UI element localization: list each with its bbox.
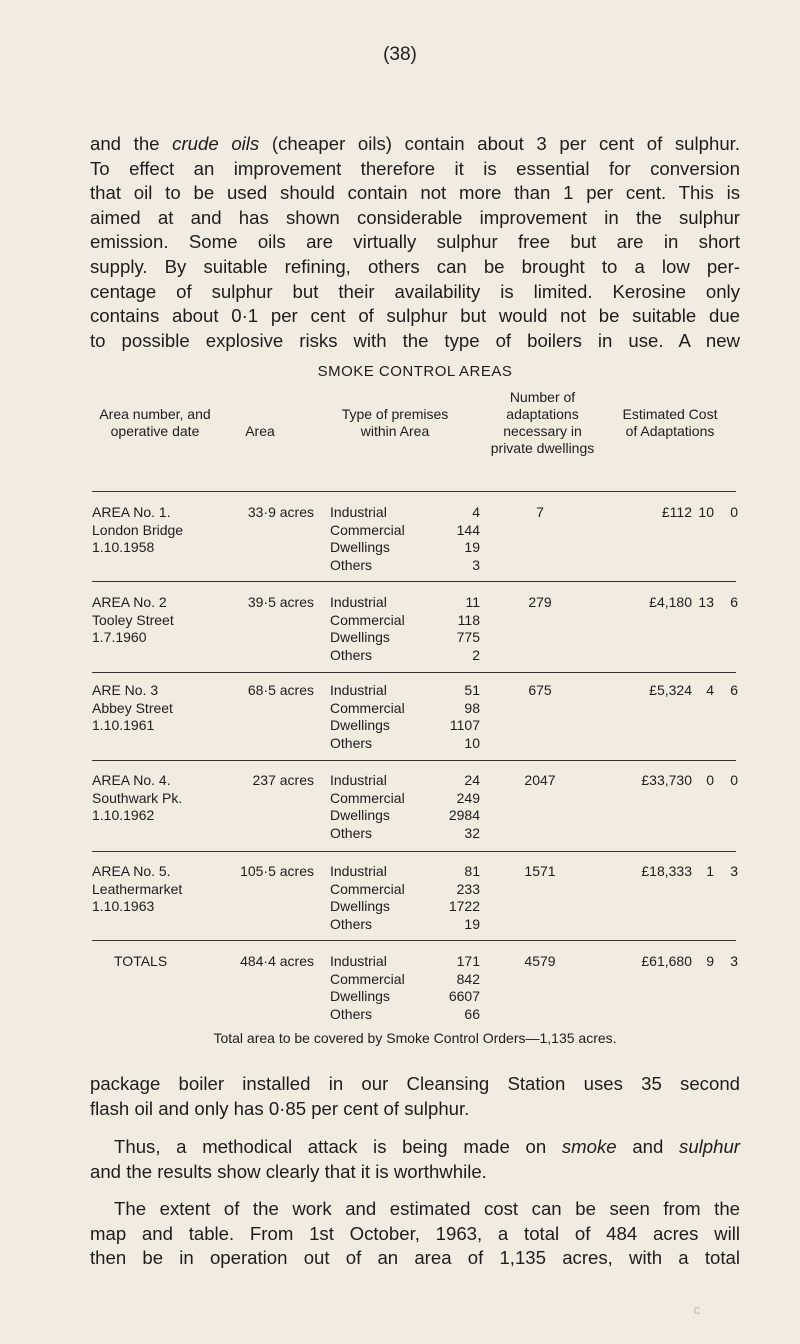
premises-count: 249 (456, 789, 480, 806)
header-area-number: Area number, and operative date (99, 406, 211, 439)
premises-line (330, 988, 480, 1006)
cost-pence: 3 (730, 953, 738, 969)
premises-line (330, 825, 480, 843)
premises-count: 10 (464, 734, 480, 751)
table-rule (92, 851, 736, 852)
premises-type: Industrial (330, 504, 387, 520)
text-line: flash oil and only has 0·85 per cent of sulphur. (90, 1097, 470, 1119)
acres-cell: 39·5 acres (247, 594, 314, 610)
cost-pounds: £112 (661, 504, 692, 520)
cost-pounds: £61,680 (641, 953, 692, 969)
cost-shillings: 9 (706, 953, 714, 969)
text-line: aimed at and has shown considerable improvement in the sulphur (90, 206, 740, 228)
cost-pounds: £4,180 (649, 594, 692, 610)
header-adaptations: Number of adaptations necessary in private dwellings (490, 389, 595, 456)
premises-line (330, 898, 480, 916)
margin-mark: c (693, 1302, 700, 1317)
premises-line (330, 790, 480, 808)
area-name-line: ARE No. 3 (92, 682, 159, 698)
premises-type: Industrial (330, 953, 387, 969)
cost-pounds: £5,324 (649, 682, 692, 698)
premises-count: 66 (464, 1005, 480, 1022)
premises-line (330, 1006, 480, 1024)
text-line: to possible explosive risks with the type of boilers in use. A new (90, 329, 740, 351)
area-name-line: 1.10.1963 (92, 898, 155, 914)
premises-type: Others (330, 734, 373, 751)
header-type-of-premises: Type of premises within Area (341, 406, 449, 439)
premises-count: 1107 (449, 717, 480, 733)
table-rule (92, 760, 736, 761)
text-line: that oil to be used should contain not more than 1 per cent. This is (90, 182, 740, 204)
text-line: then be in operation out of an area of 1,135 acres, with a total (90, 1247, 740, 1269)
premises-line (330, 953, 480, 971)
adaptations-cell: 4579 (524, 953, 556, 969)
premises-line (330, 717, 480, 735)
area-name-line: AREA No. 1. (92, 504, 171, 520)
premises-cell (330, 953, 480, 1023)
premises-line (330, 647, 480, 665)
premises-type: Commercial (330, 970, 405, 987)
premises-type: Dwellings (330, 988, 390, 1004)
premises-count: 3 (472, 556, 480, 573)
premises-line (330, 916, 480, 934)
text-line: and the results show clearly that it is worthwhile. (90, 1160, 487, 1182)
premises-cell (330, 504, 480, 574)
area-name-line: Leathermarket (92, 880, 183, 897)
area-name-line: 1.10.1962 (92, 807, 155, 823)
premises-line (330, 504, 480, 522)
cost-pence: 6 (730, 682, 738, 698)
premises-count: 2984 (448, 807, 480, 823)
premises-type: Others (330, 824, 373, 841)
premises-type: Dwellings (330, 629, 390, 645)
cost-cell (600, 682, 738, 700)
acres-cell: 237 acres (252, 772, 314, 788)
text-line: supply. By suitable refining, others can be brought to a low per- (90, 255, 740, 277)
acres-cell: 105·5 acres (240, 863, 314, 879)
premises-type: Others (330, 1005, 373, 1022)
area-name-line: 1.10.1961 (92, 717, 155, 733)
header-area: Area (245, 423, 275, 439)
cost-cell (600, 594, 738, 612)
premises-line (330, 735, 480, 753)
area-name-line: TOTALS (114, 953, 168, 969)
premises-line (330, 700, 480, 718)
table-rule (92, 940, 736, 941)
paragraph-extent-of-work (90, 1197, 740, 1271)
premises-type: Commercial (330, 611, 405, 628)
premises-count: 233 (456, 880, 480, 897)
text-line: and the crude oils (cheaper oils) contain about 3 per cent of sulphur. (90, 133, 741, 154)
premises-count: 144 (456, 521, 480, 538)
premises-type: Industrial (330, 682, 387, 698)
premises-count: 51 (464, 682, 480, 698)
premises-type: Commercial (330, 521, 405, 538)
premises-cell (330, 863, 480, 933)
adaptations-cell: 279 (528, 594, 552, 610)
cost-shillings: 1 (706, 863, 714, 879)
cost-cell (600, 772, 738, 790)
adaptations-cell: 1571 (524, 863, 556, 879)
premises-cell (330, 682, 480, 752)
premises-line (330, 881, 480, 899)
cost-cell (600, 863, 738, 881)
cost-shillings: 13 (698, 594, 714, 610)
cost-pence: 6 (730, 594, 738, 610)
area-name-line: AREA No. 5. (92, 863, 171, 879)
area-name-line: 1.10.1958 (92, 539, 155, 555)
cost-pounds: £18,333 (641, 863, 692, 879)
premises-type: Commercial (330, 789, 405, 806)
cost-cell (600, 504, 738, 522)
premises-count: 1722 (448, 898, 480, 914)
adaptations-cell: 7 (536, 504, 544, 520)
header-estimated-cost: Estimated Cost of Adaptations (622, 406, 718, 439)
premises-type: Others (330, 646, 373, 663)
cost-shillings: 0 (706, 772, 714, 788)
premises-count: 4 (472, 504, 480, 520)
area-name-line: AREA No. 2 (92, 594, 167, 610)
premises-count: 6607 (448, 988, 480, 1004)
premises-count: 81 (464, 863, 480, 879)
text-line: centage of sulphur but their availability is limited. Kerosine only (90, 280, 740, 302)
premises-line (330, 539, 480, 557)
table-rule (92, 491, 736, 492)
premises-count: 842 (456, 970, 480, 987)
premises-type: Commercial (330, 699, 405, 716)
text-line: To effect an improvement therefore it is essential for conversion (90, 157, 740, 179)
premises-type: Others (330, 915, 373, 932)
premises-count: 19 (464, 915, 480, 932)
premises-type: Industrial (330, 594, 387, 610)
premises-count: 19 (464, 539, 480, 555)
premises-type: Industrial (330, 772, 387, 788)
paragraph-crude-oils (90, 132, 740, 353)
text-line: map and table. From 1st October, 1963, a total of 484 acres will (90, 1222, 740, 1244)
premises-line (330, 557, 480, 575)
table-footnote: Total area to be covered by Smoke Control Orders—1,135 acres. (213, 1030, 617, 1046)
acres-cell: 68·5 acres (247, 682, 314, 698)
premises-line (330, 629, 480, 647)
premises-count: 24 (464, 772, 480, 788)
premises-line (330, 807, 480, 825)
premises-line (330, 612, 480, 630)
premises-line (330, 682, 480, 700)
premises-type: Dwellings (330, 807, 390, 823)
premises-cell (330, 772, 480, 842)
adaptations-cell: 2047 (524, 772, 556, 788)
premises-count: 775 (456, 629, 480, 645)
cost-pence: 0 (730, 504, 738, 520)
area-name-line: Abbey Street (92, 699, 173, 716)
premises-count: 2 (472, 646, 480, 663)
premises-type: Dwellings (330, 539, 390, 555)
paragraph-package-boiler (90, 1072, 740, 1121)
premises-type: Industrial (330, 863, 387, 879)
premises-count: 11 (465, 594, 480, 610)
premises-line (330, 971, 480, 989)
text-line: The extent of the work and estimated cost can be seen from the (114, 1198, 740, 1219)
area-name-line: 1.7.1960 (92, 629, 147, 645)
text-line: package boiler installed in our Cleansing Station uses 35 second (90, 1073, 740, 1094)
premises-type: Commercial (330, 880, 405, 897)
premises-count: 171 (456, 953, 480, 969)
table-rule (92, 581, 736, 582)
cost-shillings: 10 (698, 504, 714, 520)
page-number: (38) (383, 44, 417, 65)
premises-line (330, 772, 480, 790)
paragraph-methodical-attack (90, 1135, 740, 1184)
premises-type: Dwellings (330, 717, 390, 733)
text-line: contains about 0·1 per cent of sulphur but would not be suitable due (90, 305, 740, 327)
premises-line (330, 594, 480, 612)
premises-type: Others (330, 556, 373, 573)
cost-pence: 0 (730, 772, 738, 788)
premises-count: 118 (457, 611, 480, 628)
premises-count: 32 (464, 824, 480, 841)
adaptations-cell: 675 (528, 682, 552, 698)
text-line: Thus, a methodical attack is being made on smoke and sulphur (114, 1136, 740, 1157)
acres-cell: 484·4 acres (240, 953, 314, 969)
acres-cell: 33·9 acres (247, 504, 314, 520)
premises-cell (330, 594, 480, 664)
cost-shillings: 4 (706, 682, 714, 698)
area-name-line: Tooley Street (92, 611, 174, 628)
cost-cell (600, 953, 738, 971)
cost-pounds: £33,730 (641, 772, 692, 788)
premises-line (330, 863, 480, 881)
area-name-line: AREA No. 4. (92, 772, 171, 788)
text-line: emission. Some oils are virtually sulphur free but are in short (90, 231, 740, 253)
cost-pence: 3 (730, 863, 738, 879)
premises-line (330, 522, 480, 540)
area-name-line: Southwark Pk. (92, 789, 183, 806)
premises-count: 98 (464, 699, 480, 716)
table-rule (92, 672, 736, 673)
area-name-line: London Bridge (92, 521, 184, 538)
table-title: SMOKE CONTROL AREAS (317, 363, 513, 380)
premises-type: Dwellings (330, 898, 390, 914)
